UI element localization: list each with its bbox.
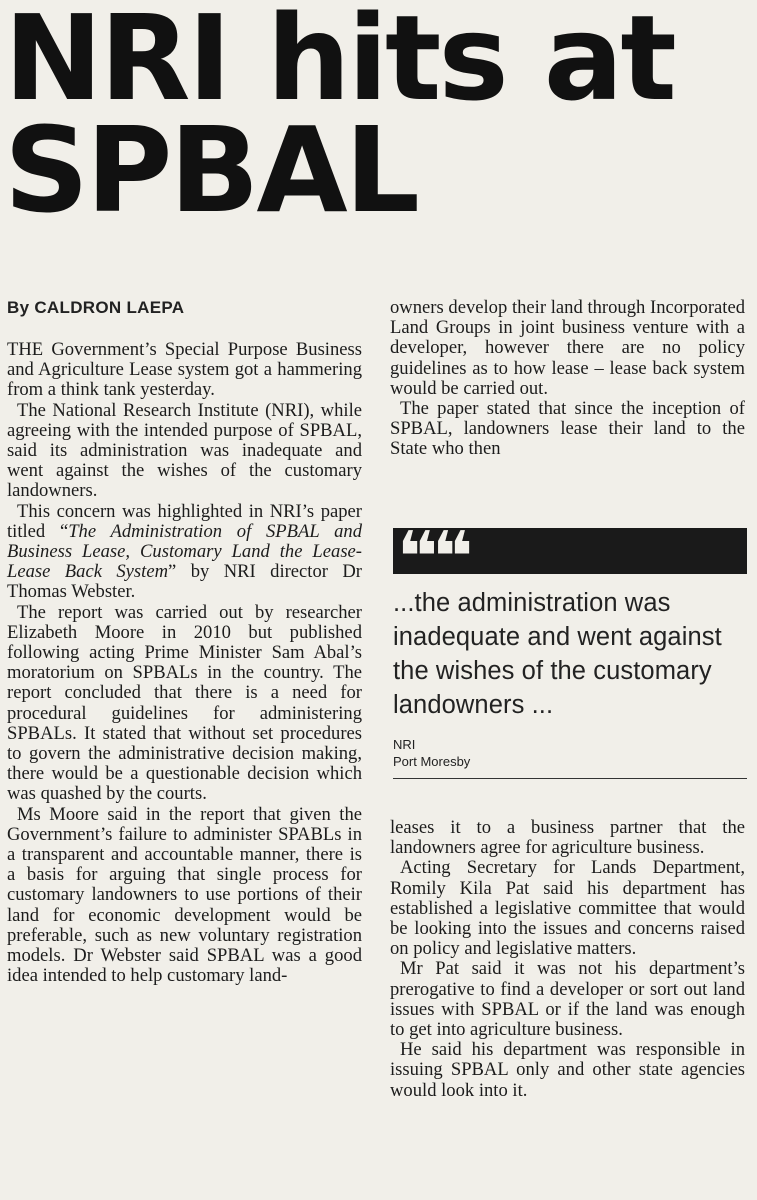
paragraph-lease-continuation: leases it to a business partner that the landowners agree for agriculture business. <box>390 817 745 859</box>
paragraph-report: The report was carried out by researcher Elizabeth Moore in 2010 but published following acting Prime Minister Sam Abal’s moratorium on SPBALs in the country. The report concluded that there is a need for procedural guidelines for administering SPBALs. It stated that without set procedures to govern the administrative decision making, there would be a questionable decision which was quashed by the courts. <box>7 601 362 805</box>
paragraph-mr-pat: Mr Pat said it was not his department’s prerogative to find a developer or sort out land issues with SPBAL or if the land was enough to get into agriculture business. <box>390 958 745 1041</box>
article-column-right-top <box>390 298 745 460</box>
paragraph-intro: THE Government’s Special Purpose Business and Agriculture Lease system got a hammering from a think tank yesterday. <box>7 339 362 401</box>
paper-title: The Administration of SPBAL and Business Lease, Customary Land the Lease-Lease Back System <box>7 520 362 583</box>
paragraph-continuation: owners develop their land through Incorporated Land Groups in joint business venture with a developer, however there are no policy guidelines as to how lease – lease back system would be carried out. <box>390 297 745 399</box>
headline <box>4 0 754 239</box>
byline: By CALDRON LAEPA <box>7 298 185 317</box>
headline-line-2: SPBAL <box>4 101 417 239</box>
pull-quote-source <box>393 736 747 770</box>
paragraph-department-role: He said his department was responsible in issuing SPBAL only and other state agencies would look into it. <box>390 1039 745 1101</box>
pull-quote-text: ...the administration was inadequate and went against the wishes of the customary landowners ... <box>393 589 722 719</box>
pull-quote-source-location: Port Moresby <box>393 754 471 769</box>
paragraph-acting-secretary: Acting Secretary for Lands Department, Romily Kila Pat said his department has established a legislative committee that would be looking into the issues and concerns raised on policy and legislative matters. <box>390 857 745 960</box>
paragraph-paper-title <box>7 502 362 603</box>
pull-quote <box>393 516 747 779</box>
paragraph-moore: Ms Moore said in the report that given the Government’s failure to administer SPABLs in a transparent and accountable manner, there is a basis for arguing that single process for customary landowners to use portions of their land for economic development would be preferable, such as new voluntary registration models. Dr Webster said SPBAL was a good idea intended to help customary land- <box>7 803 362 987</box>
headline-line-1: NRI hits at <box>4 0 674 127</box>
paper-author-text: ” by NRI director Dr Thomas Webster. <box>7 561 362 603</box>
pull-quote-rule <box>393 778 747 779</box>
paper-intro-text: This concern was highlighted in NRI’s paper titled “ <box>7 500 362 542</box>
pull-quote-bar <box>393 516 747 598</box>
pull-quote-source-name: NRI <box>393 737 416 752</box>
paragraph-nri-concern: The National Research Institute (NRI), while agreeing with the intended purpose of SPBAL, said its administration was inadequate and went against the wishes of the customary landowners. <box>7 399 362 502</box>
quote-marks-icon: ❝❝ <box>397 516 468 598</box>
article-column-right-bottom <box>390 818 745 1101</box>
paragraph-inception: The paper stated that since the inception of SPBAL, landowners lease their land to the State who then <box>390 398 745 460</box>
article-column-left <box>7 340 362 987</box>
